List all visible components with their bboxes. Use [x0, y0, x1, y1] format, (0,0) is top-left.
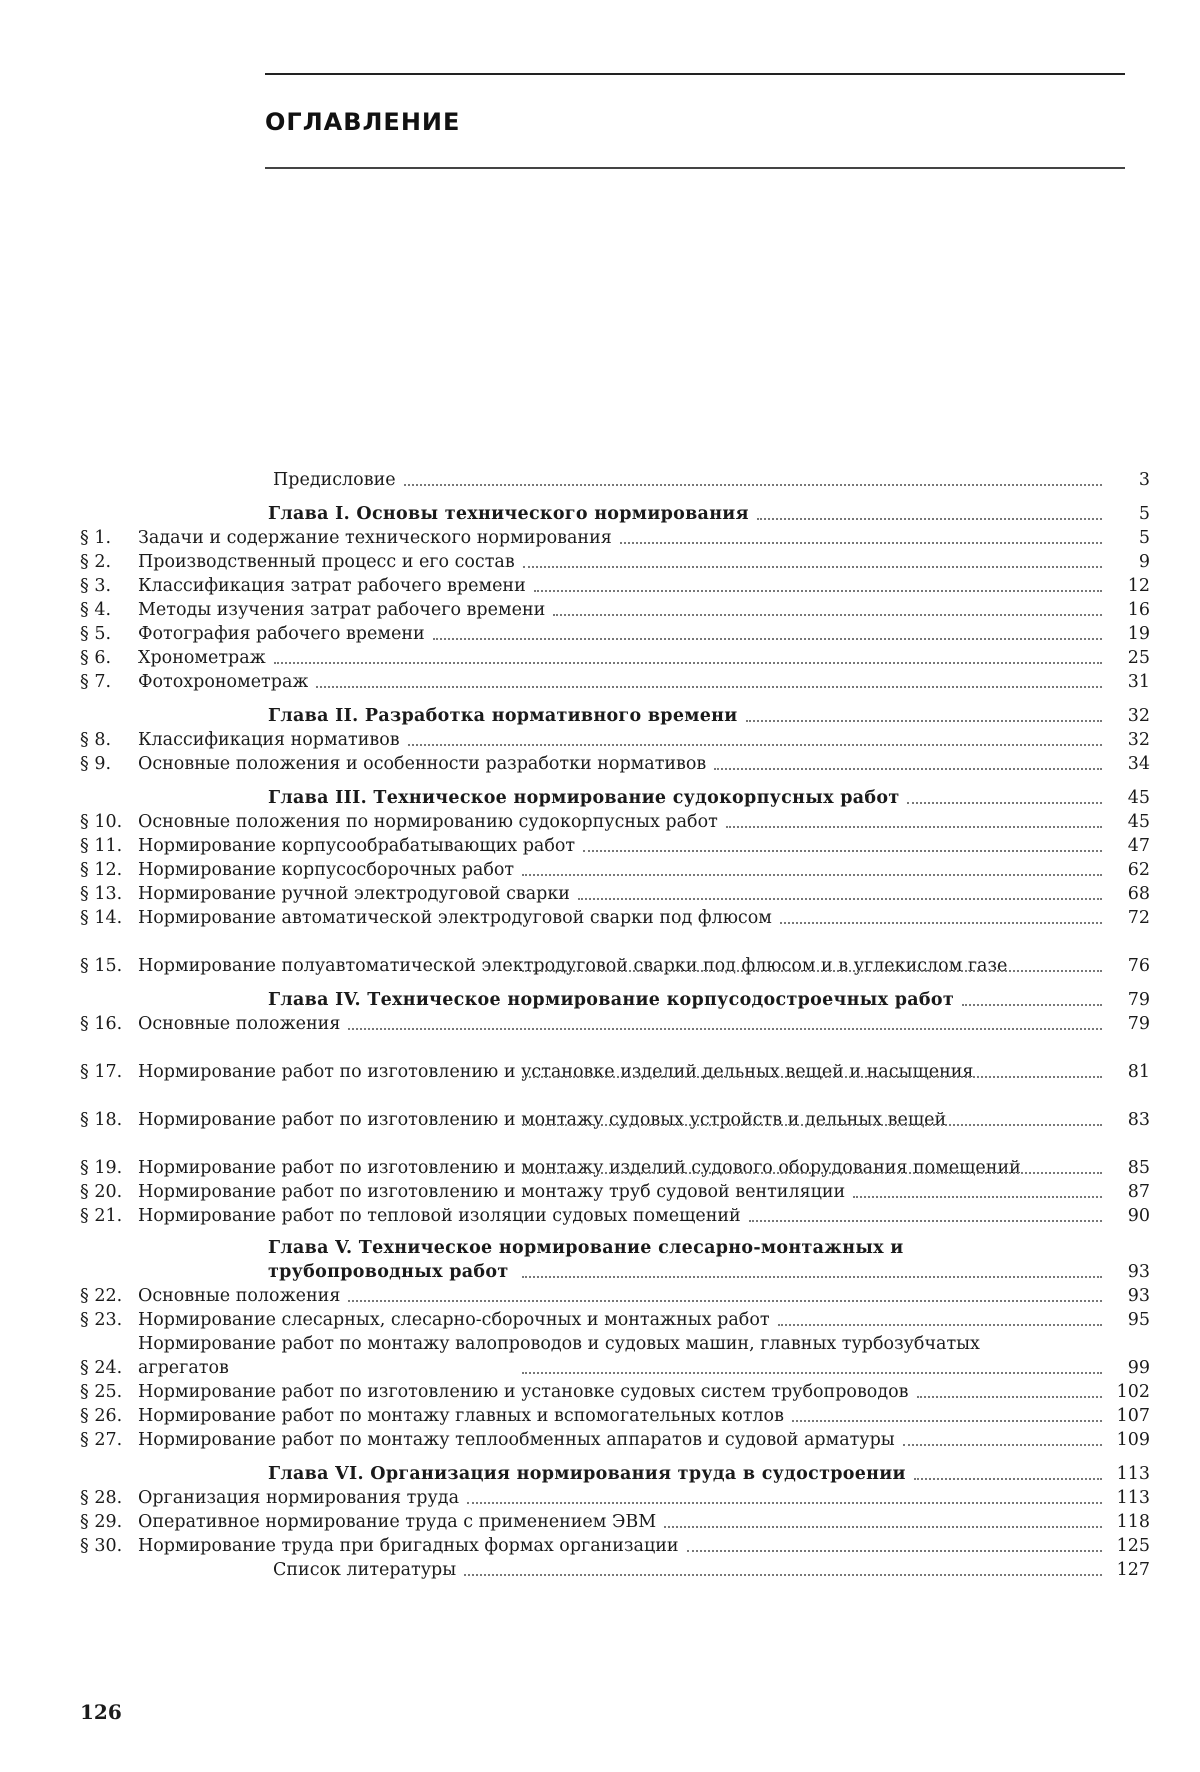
toc-chapter-title: Глава II. Разработка нормативного времени [138, 704, 738, 728]
toc-entry-title: Хронометраж [138, 646, 266, 670]
toc-page-number: 93 [1110, 1260, 1150, 1284]
toc-entry [80, 1012, 1150, 1036]
toc-page-number: 93 [1110, 1284, 1150, 1308]
toc-page-number: 47 [1110, 834, 1150, 858]
toc-section-number: § 17. [80, 1060, 138, 1084]
toc-leader-dots [433, 638, 1102, 640]
toc-leader-dots [962, 1004, 1102, 1006]
toc-section-number: § 24. [80, 1356, 138, 1380]
toc-section-number: § 16. [80, 1012, 138, 1036]
toc-page-number: 99 [1110, 1356, 1150, 1380]
toc-entry-title: Нормирование ручной электродуговой сварки [138, 882, 570, 906]
toc-entry-title: Нормирование работ по тепловой изоляции судовых помещений [138, 1204, 741, 1228]
toc-page-number: 87 [1110, 1180, 1150, 1204]
toc-entry-title: Нормирование работ по изготовлению и установке изделий дельных вещей и насыщения [138, 1060, 1068, 1084]
toc-entry [80, 728, 1150, 752]
toc-page-number: 45 [1110, 810, 1150, 834]
toc-page-number: 25 [1110, 646, 1150, 670]
toc-entry [80, 1534, 1150, 1558]
table-of-contents [80, 468, 1150, 1582]
toc-section-number: § 13. [80, 882, 138, 906]
toc-leader-dots [780, 922, 1102, 924]
toc-entry [80, 1204, 1150, 1228]
toc-leader-dots [523, 566, 1102, 568]
toc-page-number: 125 [1110, 1534, 1150, 1558]
toc-entry-title: Фотография рабочего времени [138, 622, 425, 646]
toc-entry [80, 1308, 1150, 1332]
toc-entry [80, 882, 1150, 906]
toc-page-number: 113 [1110, 1462, 1150, 1486]
toc-entry-title: Предисловие [138, 468, 396, 492]
toc-section-number: § 2. [80, 550, 138, 574]
toc-entry-title: Нормирование слесарных, слесарно-сборочных и монтажных работ [138, 1308, 770, 1332]
toc-section-number: § 9. [80, 752, 138, 776]
toc-page-number: 76 [1110, 954, 1150, 978]
toc-leader-dots [749, 1220, 1102, 1222]
toc-entry [80, 1558, 1150, 1582]
toc-leader-dots [917, 1396, 1103, 1398]
toc-section-number: § 4. [80, 598, 138, 622]
toc-leader-dots [778, 1324, 1102, 1326]
toc-entry-title: Нормирование работ по изготовлению и установке судовых систем трубопроводов [138, 1380, 909, 1404]
toc-entry [80, 906, 1150, 930]
toc-section-number: § 7. [80, 670, 138, 694]
toc-page-number: 31 [1110, 670, 1150, 694]
toc-leader-dots [583, 850, 1102, 852]
document-page [0, 0, 1200, 1772]
toc-entry-title: Классификация нормативов [138, 728, 400, 752]
toc-page-number: 68 [1110, 882, 1150, 906]
toc-entry [80, 670, 1150, 694]
toc-section-number: § 15. [80, 954, 138, 978]
toc-section-number: § 23. [80, 1308, 138, 1332]
toc-page-number: 3 [1110, 468, 1150, 492]
toc-page-number: 12 [1110, 574, 1150, 598]
toc-leader-dots [522, 1372, 1102, 1374]
toc-entry-title: Задачи и содержание технического нормирования [138, 526, 612, 550]
toc-entry [80, 1486, 1150, 1510]
toc-entry [80, 1428, 1150, 1452]
toc-chapter-title: Глава IV. Техническое нормирование корпусодостроечных работ [138, 988, 954, 1012]
toc-section-number: § 3. [80, 574, 138, 598]
toc-leader-dots [914, 1478, 1102, 1480]
toc-entry [80, 1510, 1150, 1534]
toc-entry [80, 1236, 1150, 1284]
toc-page-number: 34 [1110, 752, 1150, 776]
toc-page-number: 113 [1110, 1486, 1150, 1510]
toc-page-number: 79 [1110, 1012, 1150, 1036]
toc-entry [80, 1380, 1150, 1404]
toc-section-number: § 22. [80, 1284, 138, 1308]
toc-section-number: § 12. [80, 858, 138, 882]
toc-entry [80, 1180, 1150, 1204]
toc-page-number: 81 [1110, 1060, 1150, 1084]
toc-leader-dots [907, 802, 1102, 804]
toc-entry [80, 550, 1150, 574]
toc-page-number: 72 [1110, 906, 1150, 930]
toc-leader-dots [903, 1444, 1102, 1446]
toc-entry-title: Классификация затрат рабочего времени [138, 574, 526, 598]
toc-entry-title: Организация нормирования труда [138, 1486, 459, 1510]
toc-leader-dots [522, 970, 1102, 972]
toc-entry [80, 834, 1150, 858]
toc-entry-title: Нормирование работ по изготовлению и монтажу труб судовой вентиляции [138, 1180, 845, 1204]
toc-page-number: 5 [1110, 502, 1150, 526]
toc-leader-dots [274, 662, 1102, 664]
toc-entry [80, 574, 1150, 598]
toc-entry [80, 858, 1150, 882]
page-heading: ОГЛАВЛЕНИЕ [265, 108, 460, 136]
toc-entry-title: Нормирование работ по изготовлению и монтажу изделий судового оборудования помещений [138, 1156, 1068, 1180]
toc-leader-dots [464, 1574, 1102, 1576]
toc-leader-dots [522, 1076, 1102, 1078]
toc-section-number: § 25. [80, 1380, 138, 1404]
toc-entry [80, 646, 1150, 670]
toc-entry [80, 702, 1150, 728]
page-number: 126 [80, 1700, 122, 1724]
toc-page-number: 102 [1110, 1380, 1150, 1404]
toc-entry-title: Основные положения [138, 1012, 340, 1036]
toc-entry [80, 1332, 1150, 1380]
toc-entry-title: Нормирование работ по монтажу валопроводов и судовых машин, главных турбозубчатых агрегатов [138, 1332, 1068, 1380]
toc-leader-dots [757, 518, 1102, 520]
toc-leader-dots [853, 1196, 1102, 1198]
toc-leader-dots [522, 1124, 1102, 1126]
toc-entry-title: Нормирование автоматической электродуговой сварки под флюсом [138, 906, 772, 930]
toc-page-number: 32 [1110, 728, 1150, 752]
toc-entry [80, 752, 1150, 776]
toc-section-number: § 1. [80, 526, 138, 550]
toc-leader-dots [620, 542, 1102, 544]
toc-page-number: 83 [1110, 1108, 1150, 1132]
toc-page-number: 62 [1110, 858, 1150, 882]
toc-leader-dots [348, 1300, 1102, 1302]
toc-section-number: § 8. [80, 728, 138, 752]
toc-leader-dots [348, 1028, 1102, 1030]
toc-leader-dots [726, 826, 1102, 828]
toc-section-number: § 28. [80, 1486, 138, 1510]
toc-entry [80, 986, 1150, 1012]
toc-chapter-title: Глава VI. Организация нормирования труда в судостроении [138, 1462, 906, 1486]
toc-entry-title: Основные положения по нормированию судокорпусных работ [138, 810, 718, 834]
toc-page-number: 19 [1110, 622, 1150, 646]
toc-page-number: 109 [1110, 1428, 1150, 1452]
toc-leader-dots [522, 874, 1102, 876]
toc-section-number: § 27. [80, 1428, 138, 1452]
toc-page-number: 16 [1110, 598, 1150, 622]
toc-page-number: 9 [1110, 550, 1150, 574]
toc-page-number: 79 [1110, 988, 1150, 1012]
toc-leader-dots [522, 1276, 1102, 1278]
toc-section-number: § 10. [80, 810, 138, 834]
toc-entry [80, 1036, 1150, 1084]
toc-entry [80, 500, 1150, 526]
toc-page-number: 32 [1110, 704, 1150, 728]
toc-section-number: § 20. [80, 1180, 138, 1204]
toc-entry [80, 526, 1150, 550]
toc-section-number: § 18. [80, 1108, 138, 1132]
toc-leader-dots [664, 1526, 1102, 1528]
toc-entry-title: Нормирование работ по монтажу главных и вспомогательных котлов [138, 1404, 784, 1428]
toc-leader-dots [687, 1550, 1102, 1552]
toc-entry [80, 622, 1150, 646]
top-rule [265, 73, 1125, 75]
toc-entry [80, 1132, 1150, 1180]
toc-entry-title: Нормирование полуавтоматической электродуговой сварки под флюсом и в углекислом газе [138, 954, 1068, 978]
toc-entry-title: Нормирование труда при бригадных формах организации [138, 1534, 679, 1558]
toc-entry [80, 598, 1150, 622]
toc-entry-title: Оперативное нормирование труда с применением ЭВМ [138, 1510, 656, 1534]
toc-page-number: 118 [1110, 1510, 1150, 1534]
toc-page-number: 5 [1110, 526, 1150, 550]
toc-leader-dots [408, 744, 1102, 746]
toc-section-number: § 11. [80, 834, 138, 858]
toc-leader-dots [578, 898, 1102, 900]
toc-page-number: 85 [1110, 1156, 1150, 1180]
toc-entry-title: Нормирование работ по монтажу теплообменных аппаратов и судовой арматуры [138, 1428, 895, 1452]
toc-section-number: § 5. [80, 622, 138, 646]
toc-page-number: 95 [1110, 1308, 1150, 1332]
toc-entry-title: Производственный процесс и его состав [138, 550, 515, 574]
toc-entry-title: Методы изучения затрат рабочего времени [138, 598, 545, 622]
toc-section-number: § 26. [80, 1404, 138, 1428]
toc-entry [80, 930, 1150, 978]
toc-entry [80, 468, 1150, 492]
toc-chapter-title: Глава I. Основы технического нормирования [138, 502, 749, 526]
toc-section-number: § 30. [80, 1534, 138, 1558]
toc-section-number: § 6. [80, 646, 138, 670]
toc-leader-dots [467, 1502, 1102, 1504]
toc-section-number: § 21. [80, 1204, 138, 1228]
toc-entry [80, 784, 1150, 810]
toc-leader-dots [792, 1420, 1102, 1422]
toc-entry-title: Нормирование корпусообрабатывающих работ [138, 834, 575, 858]
toc-entry-title: Список литературы [138, 1558, 456, 1582]
toc-section-number: § 19. [80, 1156, 138, 1180]
heading-rule [265, 167, 1125, 169]
toc-leader-dots [534, 590, 1102, 592]
toc-page-number: 90 [1110, 1204, 1150, 1228]
toc-leader-dots [404, 484, 1102, 486]
toc-entry [80, 810, 1150, 834]
toc-section-number: § 29. [80, 1510, 138, 1534]
toc-entry-title: Нормирование работ по изготовлению и монтажу судовых устройств и дельных вещей [138, 1108, 1068, 1132]
toc-leader-dots [746, 720, 1102, 722]
toc-entry-title: Основные положения и особенности разработки нормативов [138, 752, 706, 776]
toc-entry-title: Нормирование корпусосборочных работ [138, 858, 514, 882]
toc-leader-dots [522, 1172, 1102, 1174]
toc-page-number: 45 [1110, 786, 1150, 810]
toc-entry-title: Фотохронометраж [138, 670, 308, 694]
toc-chapter-title: Глава III. Техническое нормирование судокорпусных работ [138, 786, 899, 810]
toc-page-number: 107 [1110, 1404, 1150, 1428]
toc-chapter-title: Глава V. Техническое нормирование слесарно-монтажных и трубопроводных работ [138, 1236, 1038, 1284]
toc-leader-dots [714, 768, 1102, 770]
toc-entry [80, 1284, 1150, 1308]
toc-entry [80, 1404, 1150, 1428]
toc-leader-dots [553, 614, 1102, 616]
toc-entry [80, 1084, 1150, 1132]
toc-entry-title: Основные положения [138, 1284, 340, 1308]
toc-page-number: 127 [1110, 1558, 1150, 1582]
toc-entry [80, 1460, 1150, 1486]
toc-section-number: § 14. [80, 906, 138, 930]
toc-leader-dots [316, 686, 1102, 688]
